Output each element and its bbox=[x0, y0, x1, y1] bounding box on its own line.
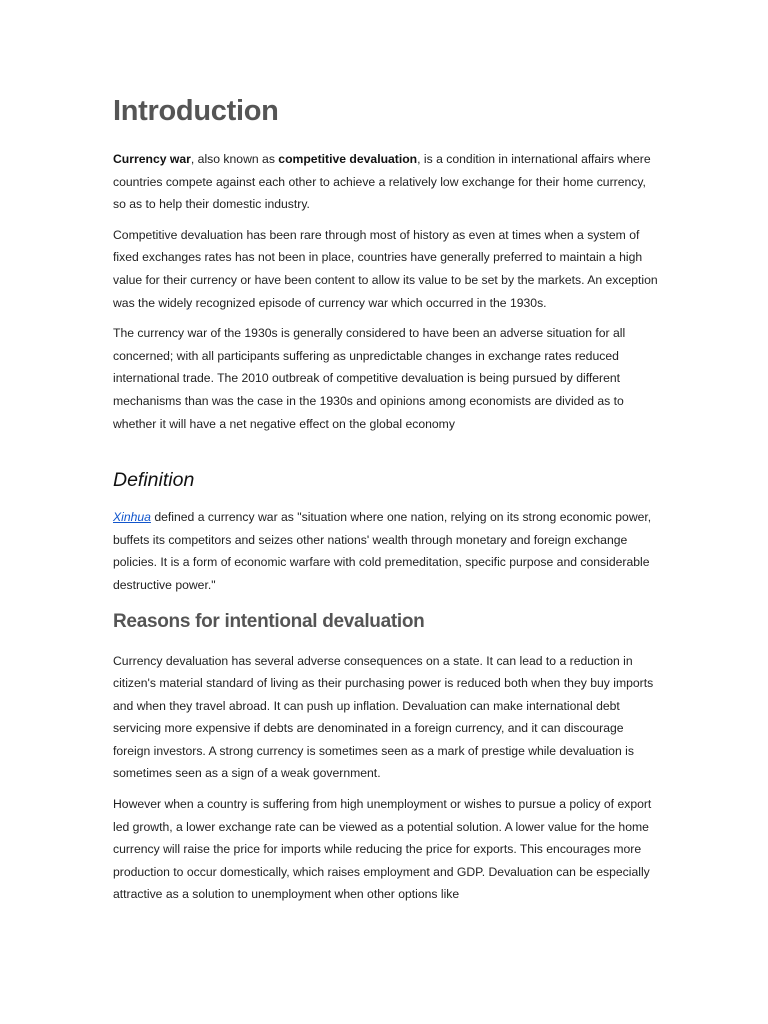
reasons-paragraph-1: Currency devaluation has several adverse consequences on a state. It can lead to a reduction in citizen's material standard of living as their purchasing power is reduced both when they buy imports and when they travel abroad. It can push up inflation. Devaluation can make international debt servicing more expensive if debts are denominated in a foreign currency, and it can discourage foreign investors. A strong currency is sometimes seen as a mark of prestige while devaluation is sometimes seen as a sign of a weak government. bbox=[113, 653, 654, 781]
xinhua-link[interactable]: Xinhua bbox=[113, 510, 151, 525]
definition-text: defined a currency war as "situation where one nation, relying on its strong economic power, buffets its competitors and seizes other nations' wealth through monetary and foreign exchange policies. It is a form of economic warfare with cold premeditation, specific purpose and considerable destructive power." bbox=[113, 510, 652, 592]
intro-paragraph-1 bbox=[113, 148, 658, 216]
intro-p1-text-2: , is a condition in international affairs where countries compete against each other to achieve a relatively low exchange for their home currency, so as to help their domestic industry. bbox=[113, 152, 651, 212]
intro-paragraph-3: The currency war of the 1930s is generally considered to have been an adverse situation for all concerned; with all participants suffering as unpredictable changes in exchange rates reduced international trade. The 2010 outbreak of competitive devaluation is being pursued by different mechanisms than was the case in the 1930s and opinions among economists are divided as to whether it will have a net negative effect on the global economy bbox=[113, 326, 626, 431]
term-competitive-devaluation: competitive devaluation bbox=[278, 152, 418, 166]
page-title: Introduction bbox=[113, 95, 279, 127]
definition-paragraph bbox=[113, 506, 658, 596]
reasons-heading: Reasons for intentional devaluation bbox=[113, 610, 425, 632]
term-currency-war: Currency war bbox=[113, 152, 191, 166]
intro-p1-text-1: , also known as bbox=[190, 152, 279, 166]
intro-paragraph-2: Competitive devaluation has been rare through most of history as even at times when a system of fixed exchanges rates has not been in place, countries have generally preferred to maintain a high value for their currency or have been content to allow its value to be set by the markets. An exception was the widely recognized episode of currency war which occurred in the 1930s. bbox=[113, 227, 658, 310]
reasons-paragraph-2: However when a country is suffering from high unemployment or wishes to pursue a policy of export led growth, a lower exchange rate can be viewed as a potential solution. A lower value for the home currency will raise the price for imports while reducing the price for exports. This encourages more production to occur domestically, which raises employment and GDP. Devaluation can be especially attractive as a solution to unemployment when other options like bbox=[113, 797, 652, 902]
definition-heading: Definition bbox=[113, 469, 195, 492]
